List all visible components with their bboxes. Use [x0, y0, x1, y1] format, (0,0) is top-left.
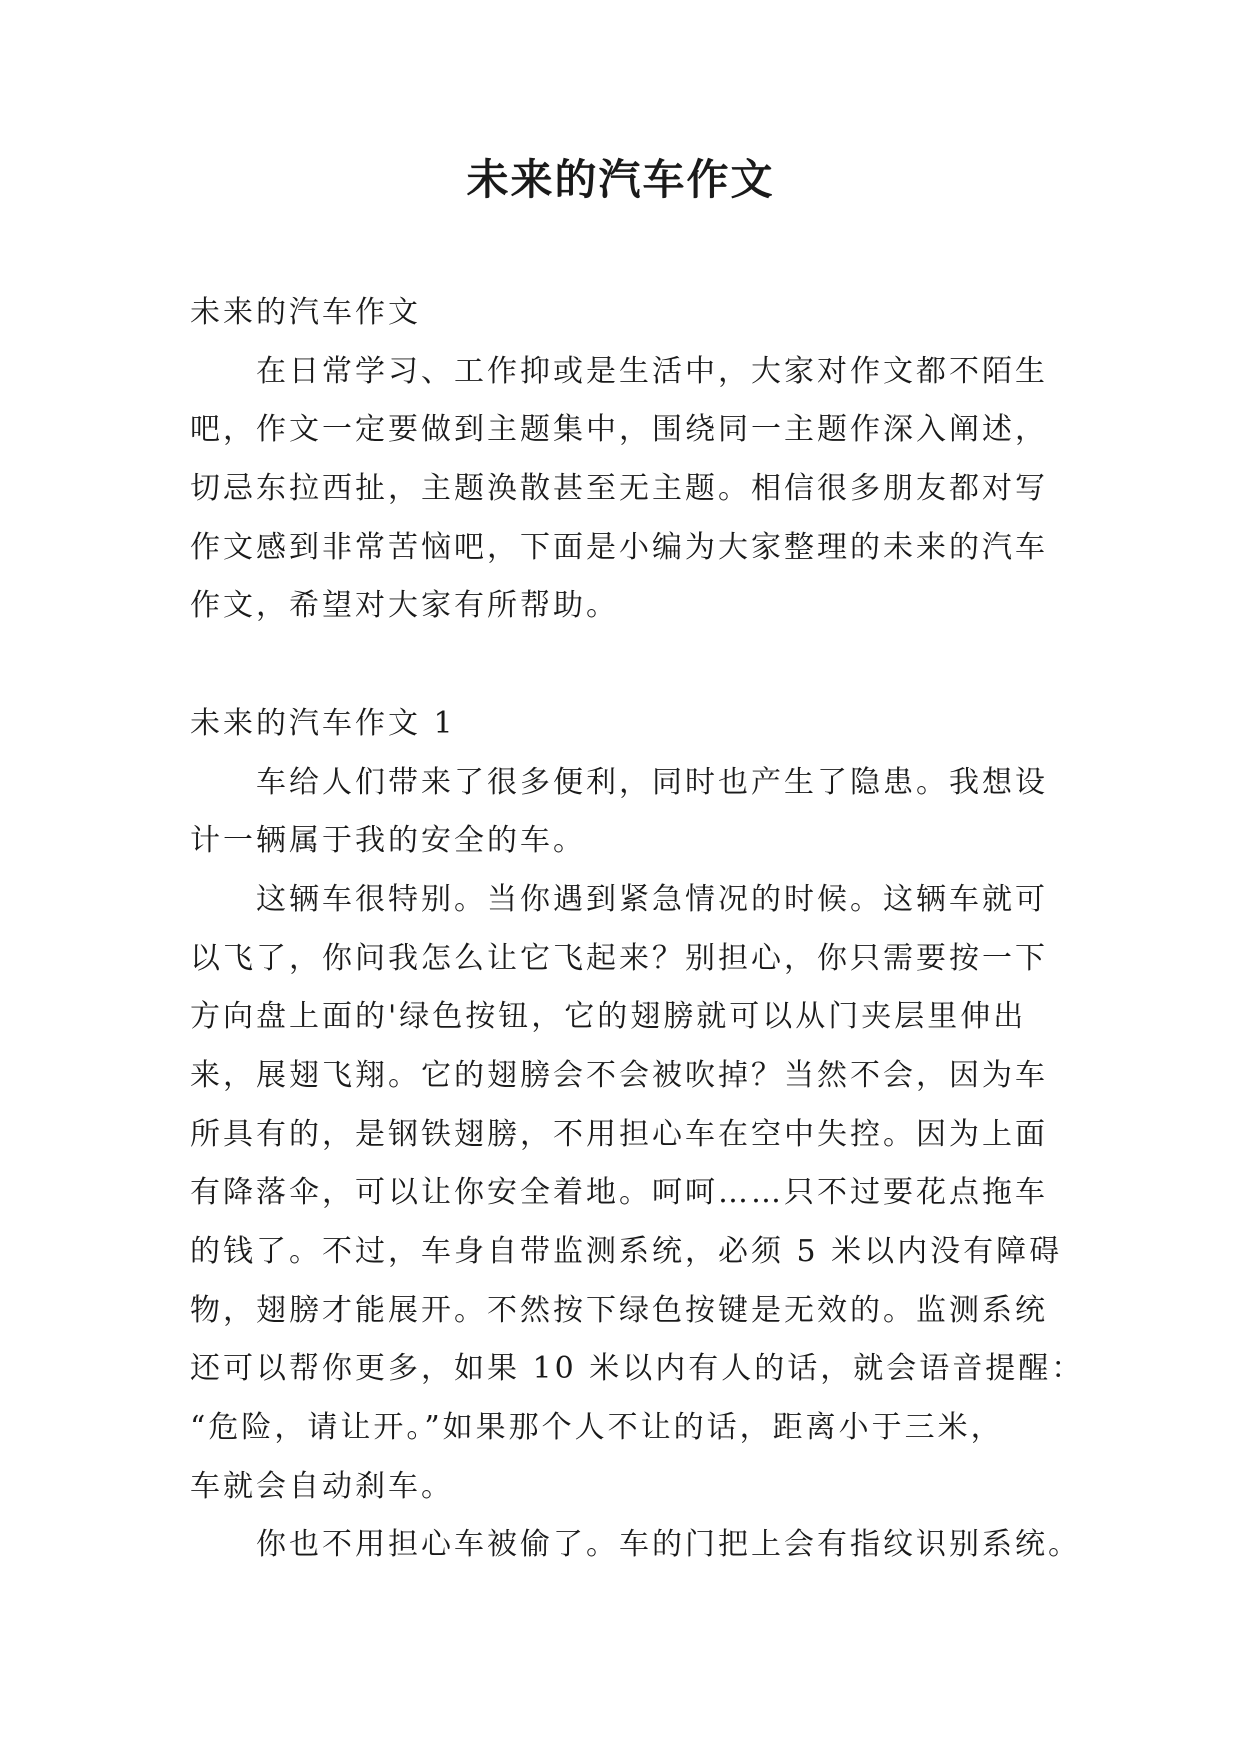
- text-line: 物，翅膀才能展开。不然按下绿色按键是无效的。监测系统: [190, 1292, 1048, 1328]
- text-line: 这辆车很特别。当你遇到紧急情况的时候。这辆车就可: [256, 881, 1048, 917]
- text-line: 吧，作文一定要做到主题集中，围绕同一主题作深入阐述，: [190, 412, 1048, 448]
- text-line: 所具有的，是钢铁翅膀，不用担心车在空中失控。因为上面: [190, 1116, 1048, 1152]
- text-line: 未来的汽车作文: [190, 295, 421, 330]
- text-line: 计一辆属于我的安全的车。: [190, 823, 586, 859]
- text-line: 你也不用担心车被偷了。车的门把上会有指纹识别系统。: [256, 1527, 1081, 1563]
- document-title: 未来的汽车作文: [466, 155, 775, 204]
- text-line: 车给人们带来了很多便利，同时也产生了隐患。我想设: [256, 764, 1048, 800]
- text-line: 未来的汽车作文 1: [190, 705, 456, 741]
- document-body: [190, 284, 1090, 1575]
- text-line: 在日常学习、工作抑或是生活中，大家对作文都不陌生: [256, 353, 1048, 389]
- text-line: 有降落伞，可以让你安全着地。呵呵……只不过要花点拖车: [190, 1175, 1048, 1211]
- text-line: 车就会自动刹车。: [190, 1468, 454, 1504]
- text-line: 以飞了，你问我怎么让它飞起来？别担心，你只需要按一下: [190, 940, 1048, 976]
- text-line: “危险，请让开。”如果那个人不让的话，距离小于三米，: [190, 1410, 1004, 1446]
- text-line: 还可以帮你更多，如果 10 米以内有人的话，就会语音提醒：: [190, 1351, 1085, 1387]
- text-line: 作文感到非常苦恼吧，下面是小编为大家整理的未来的汽车: [190, 529, 1048, 565]
- text-line: 来，展翅飞翔。它的翅膀会不会被吹掉？当然不会，因为车: [190, 1057, 1048, 1093]
- text-line: 切忌东拉西扯，主题涣散甚至无主题。相信很多朋友都对写: [190, 471, 1048, 507]
- text-line: 的钱了。不过，车身自带监测系统，必须 5 米以内没有障碍: [190, 1234, 1063, 1269]
- blank-line: [190, 636, 1090, 695]
- text-line: 方向盘上面的'绿色按钮，它的翅膀就可以从门夹层里伸出: [190, 999, 1027, 1035]
- text-line: 作文，希望对大家有所帮助。: [190, 588, 619, 624]
